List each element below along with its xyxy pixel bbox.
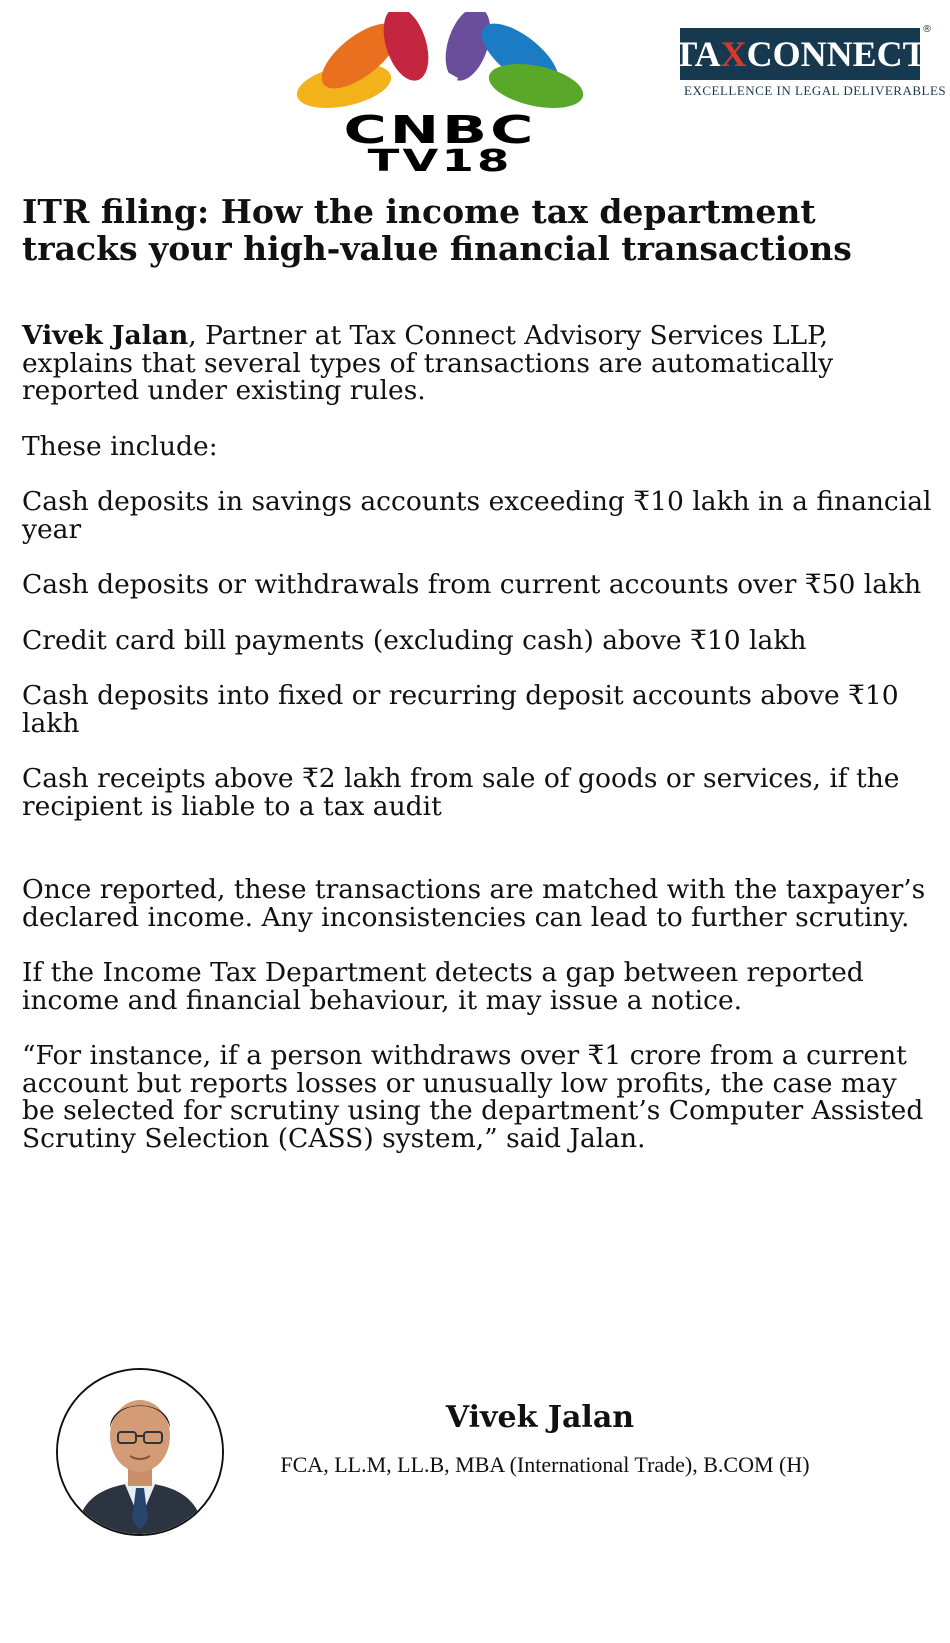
list-item: Cash deposits or withdrawals from current accounts over ₹50 lakh <box>22 569 922 600</box>
article-body <box>22 322 932 1152</box>
intro-author-name: Vivek Jalan <box>22 320 189 351</box>
list-lead: These include: <box>22 430 218 462</box>
person-portrait-icon <box>58 1370 222 1534</box>
author-name: Vivek Jalan <box>445 1400 635 1435</box>
intro-text: , Partner at Tax Connect Advisory Services LLP, explains that several types of transactions are automatically reported under existing rules. <box>22 320 834 406</box>
author-qualifications: FCA, LL.M, LL.B, MBA (International Trade), B.COM (H) <box>280 1452 810 1477</box>
article-headline: ITR filing: How the income tax department tracks your high-value financial transactions <box>22 192 852 268</box>
peacock-icon <box>290 12 590 112</box>
list-item: Cash deposits in savings accounts exceeding ₹10 lakh in a financial year <box>22 486 932 545</box>
matching-paragraph: Once reported, these transactions are matched with the taxpayer’s declared income. Any inconsistencies can lead to further scrutiny. <box>22 874 926 933</box>
list-item: Cash receipts above ₹2 lakh from sale of goods or services, if the recipient is liable to a tax audit <box>22 763 900 822</box>
tv18-logo-text: TV18 <box>367 144 513 179</box>
cnbc-tv18-logo <box>290 12 590 182</box>
quote-paragraph: “For instance, if a person withdraws over ₹1 crore from a current account but reports losses or unusually low profits, the case may be selected for scrutiny using the department’s Computer Assisted Scrutiny Selection (CASS) system,” said Jalan. <box>22 1040 924 1154</box>
list-item: Credit card bill payments (excluding cash) above ₹10 lakh <box>22 624 807 656</box>
intro-paragraph <box>22 322 932 405</box>
author-avatar <box>56 1368 224 1536</box>
taxconnect-wordmark-post: CONNECT <box>746 34 927 74</box>
transaction-list <box>22 488 932 820</box>
taxconnect-wordmark <box>673 28 927 80</box>
registered-mark: ® <box>922 24 932 35</box>
taxconnect-tagline: EXCELLENCE IN LEGAL DELIVERABLES <box>684 83 947 98</box>
taxconnect-logo <box>673 24 947 108</box>
list-item: Cash deposits into fixed or recurring deposit accounts above ₹10 lakh <box>22 680 899 739</box>
taxconnect-wordmark-pre: TA <box>673 34 721 74</box>
cnbc-logo-text: CNBC <box>343 108 537 152</box>
taxconnect-wordmark-x: X <box>720 34 747 74</box>
notice-paragraph: If the Income Tax Department detects a gap between reported income and financial behaviour, it may issue a notice. <box>22 957 864 1016</box>
